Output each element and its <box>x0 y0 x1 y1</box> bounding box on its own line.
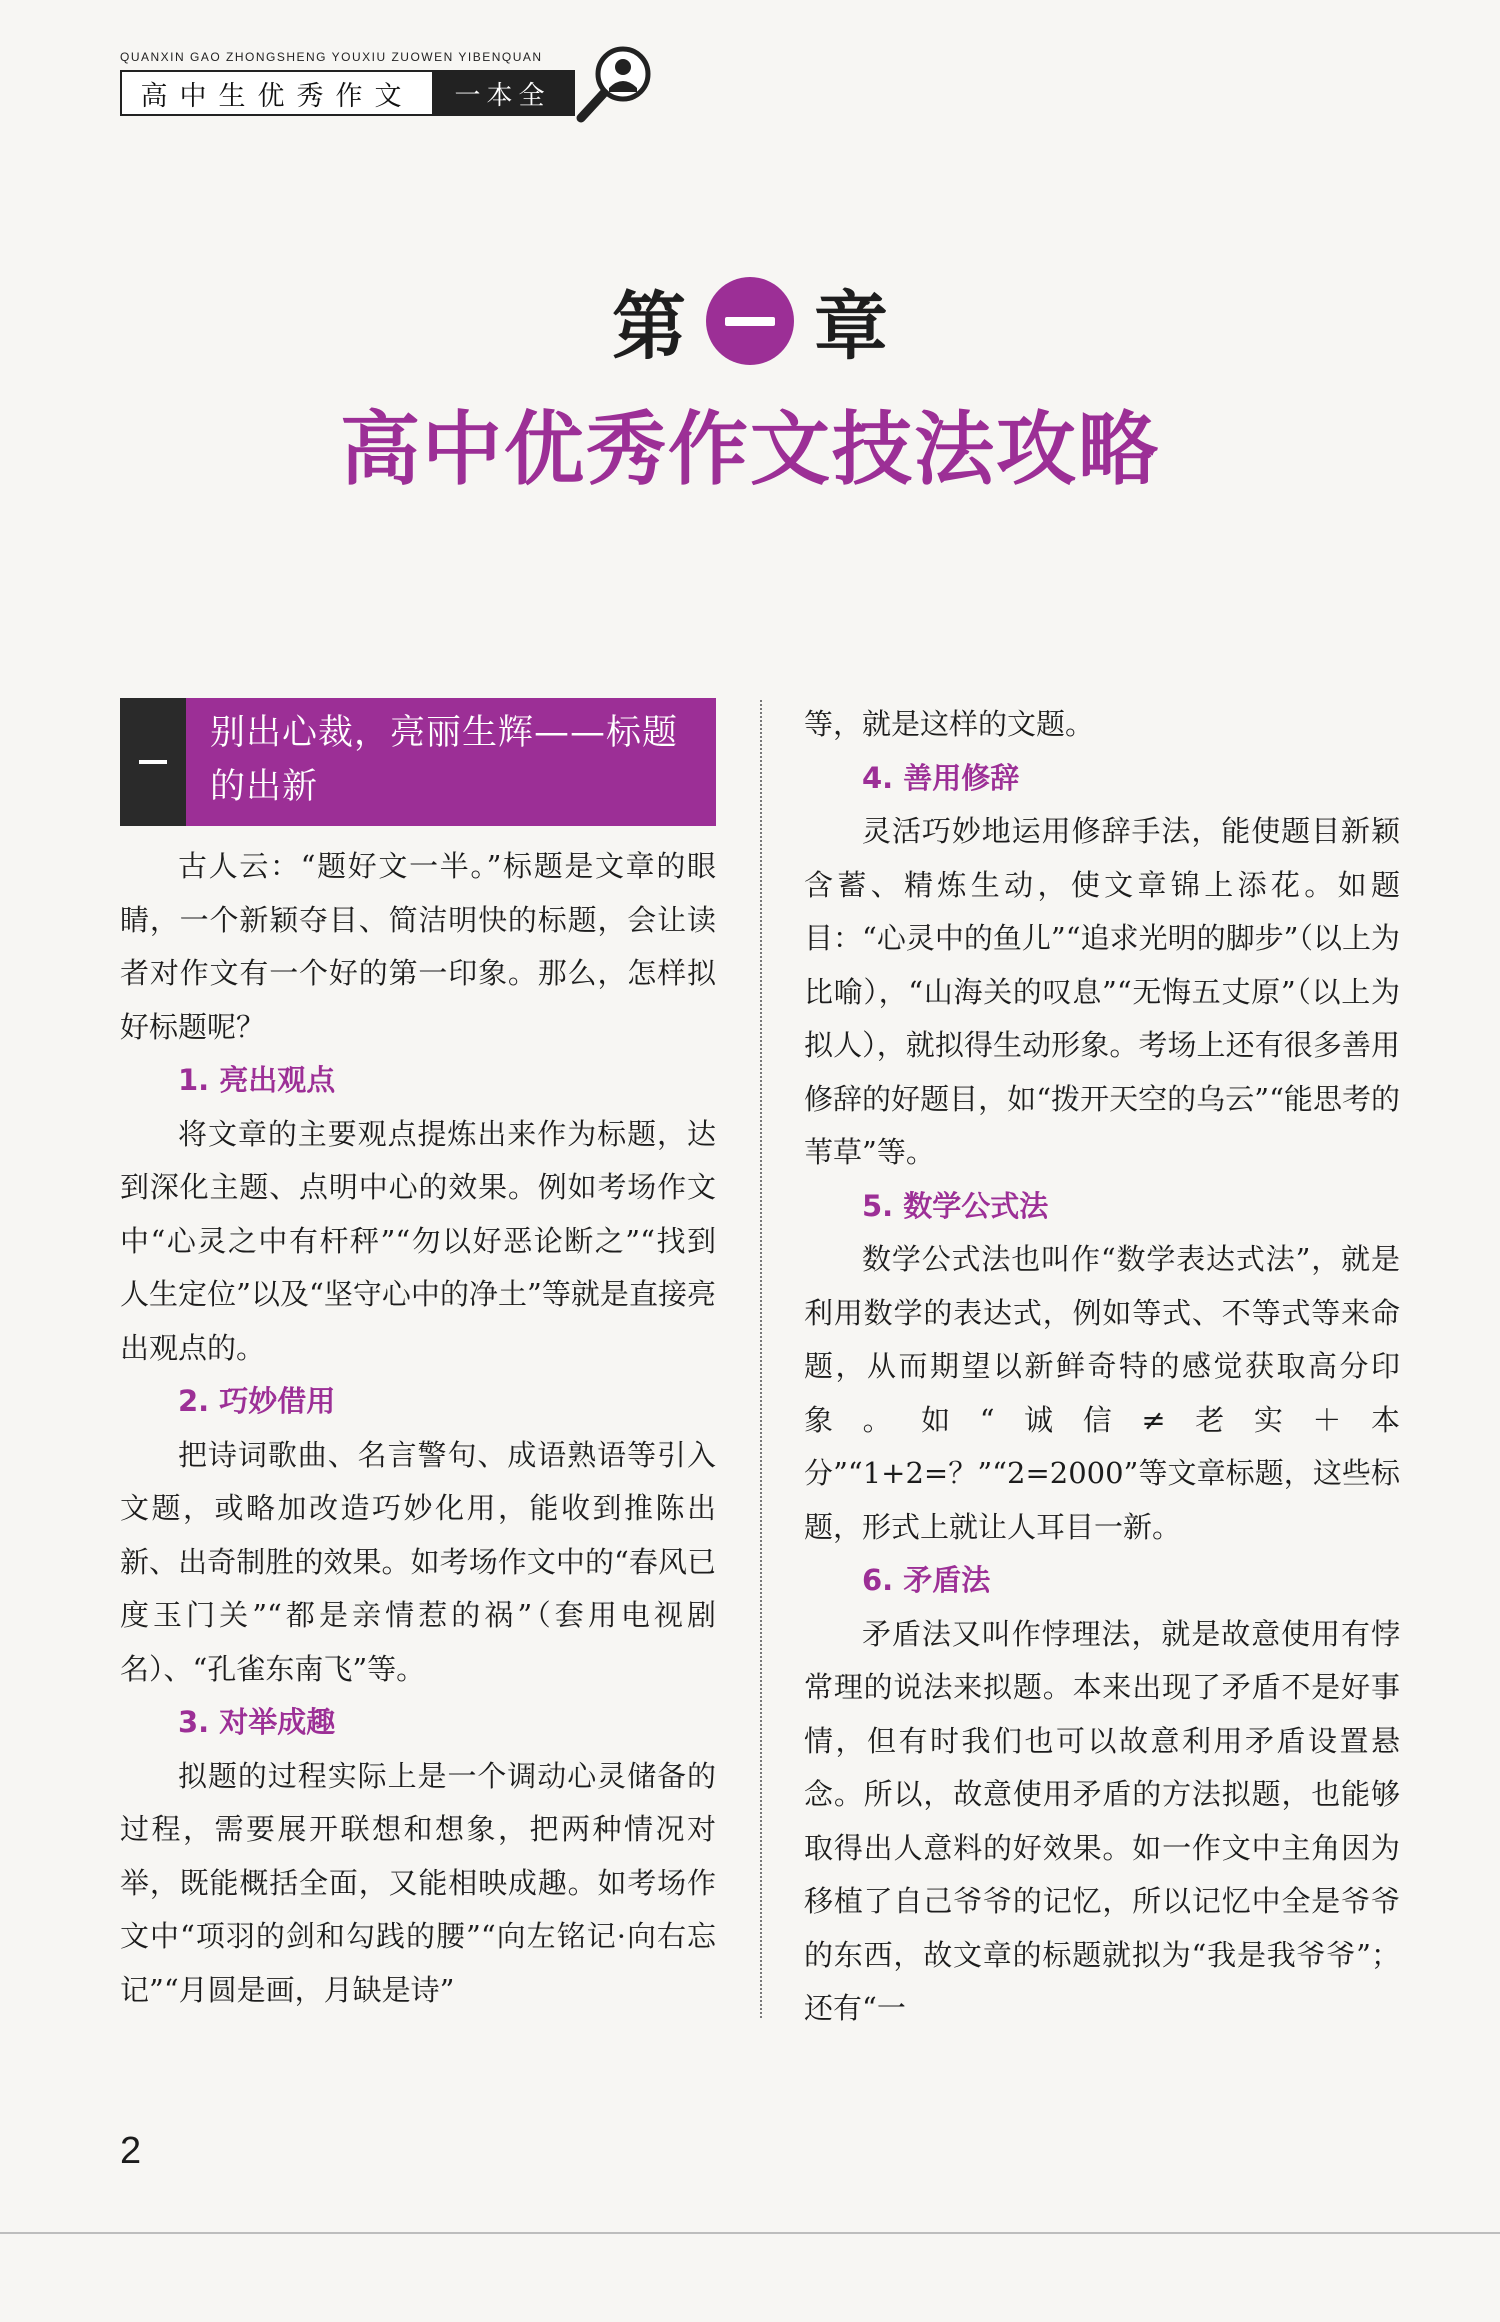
section-title: 别出心裁，亮丽生辉——标题的出新 <box>186 698 716 826</box>
subsection-heading: 2. 巧妙借用 <box>178 1384 336 1418</box>
subsection-heading: 1. 亮出观点 <box>178 1063 336 1097</box>
body-paragraph: 数学公式法也叫作“数学表达式法”，就是利用数学的表达式，例如等式、不等式等来命题，从而期望以新鲜奇特的感觉获取高分印象。如“诚信≠老实＋本分”“1+2=？”“2=2000”等文章标题，这些标题，形式上就让人耳目一新。 <box>804 1242 1400 1544</box>
left-column <box>120 698 716 2017</box>
subsection-heading: 4. 善用修辞 <box>862 760 1020 795</box>
section-number-badge <box>120 698 186 826</box>
body-paragraph: 将文章的主要观点提炼出来作为标题，达到深化主题、点明中心的效果。例如考场作文中“心灵之中有杆秤”“勿以好恶论断之”“找到人生定位”以及“坚守心中的净土”等就是直接亮出观点的。 <box>120 1116 716 1365</box>
chapter-number-line <box>0 268 1500 374</box>
body-paragraph: 等，就是这样的文题。 <box>804 707 1095 741</box>
right-column-body <box>804 698 1400 2036</box>
body-paragraph: 灵活巧妙地运用修辞手法，能使题目新颖含蓄、精炼生动，使文章锦上添花。如题目：“心灵中的鱼儿”“追求光明的脚步”（以上为比喻），“山海关的叹息”“无悔五丈原”（以上为拟人），就拟得生动形象。考场上还有很多善用修辞的好题目，如“拨开天空的乌云”“能思考的苇草”等。 <box>804 814 1400 1169</box>
chapter-suffix: 章 <box>814 284 888 370</box>
subsection-heading: 5. 数学公式法 <box>862 1188 1049 1223</box>
subsection-heading: 3. 对举成趣 <box>178 1705 336 1739</box>
page-number: 2 <box>120 2130 142 2172</box>
subsection-heading: 6. 矛盾法 <box>862 1563 991 1597</box>
running-header-bar <box>120 70 575 116</box>
chapter-title: 高中优秀作文技法攻略 <box>340 403 1160 496</box>
body-paragraph: 把诗词歌曲、名言警句、成语熟语等引入文题，或略加改造巧妙化用，能收到推陈出新、出奇制胜的效果。如考场作文中的“春风已度玉门关”“都是亲情惹的祸”（套用电视剧名）、“孔雀东南飞”等。 <box>120 1437 716 1686</box>
left-column-body <box>120 840 716 2017</box>
magnifier-reader-icon <box>575 44 661 124</box>
right-column <box>804 698 1400 2036</box>
chapter-prefix: 第 <box>612 284 686 370</box>
running-header-pinyin: QUANXIN GAO ZHONGSHENG YOUXIU ZUOWEN YIBENQUAN <box>120 50 543 64</box>
section-heading <box>120 698 716 826</box>
column-divider <box>760 700 762 2018</box>
series-subtitle: 一本全 <box>432 72 573 114</box>
series-title: 高中生优秀作文 <box>122 72 432 114</box>
body-paragraph: 拟题的过程实际上是一个调动心灵储备的过程，需要展开联想和想象，把两种情况对举，既能概括全面，又能相映成趣。如考场作文中“项羽的剑和勾践的腰”“向左铭记·向右忘记”“月圆是画，月缺是诗” <box>120 1758 716 2007</box>
body-paragraph: 矛盾法又叫作悖理法，就是故意使用有悖常理的说法来拟题。本来出现了矛盾不是好事情，但有时我们也可以故意利用矛盾设置悬念。所以，故意使用矛盾的方法拟题，也能够取得出人意料的好效果。如一作文中主角因为移植了自己爷爷的记忆，所以记忆中全是爷爷的东西，故文章的标题就拟为“我是我爷爷”；还有“一 <box>804 1616 1400 2025</box>
circle-numeral-one-icon <box>706 277 794 365</box>
body-paragraph: 古人云：“题好文一半。”标题是文章的眼睛，一个新颖夺目、简洁明快的标题，会让读者对作文有一个好的第一印象。那么，怎样拟好标题呢？ <box>120 849 716 1044</box>
bottom-rule <box>0 2232 1500 2234</box>
